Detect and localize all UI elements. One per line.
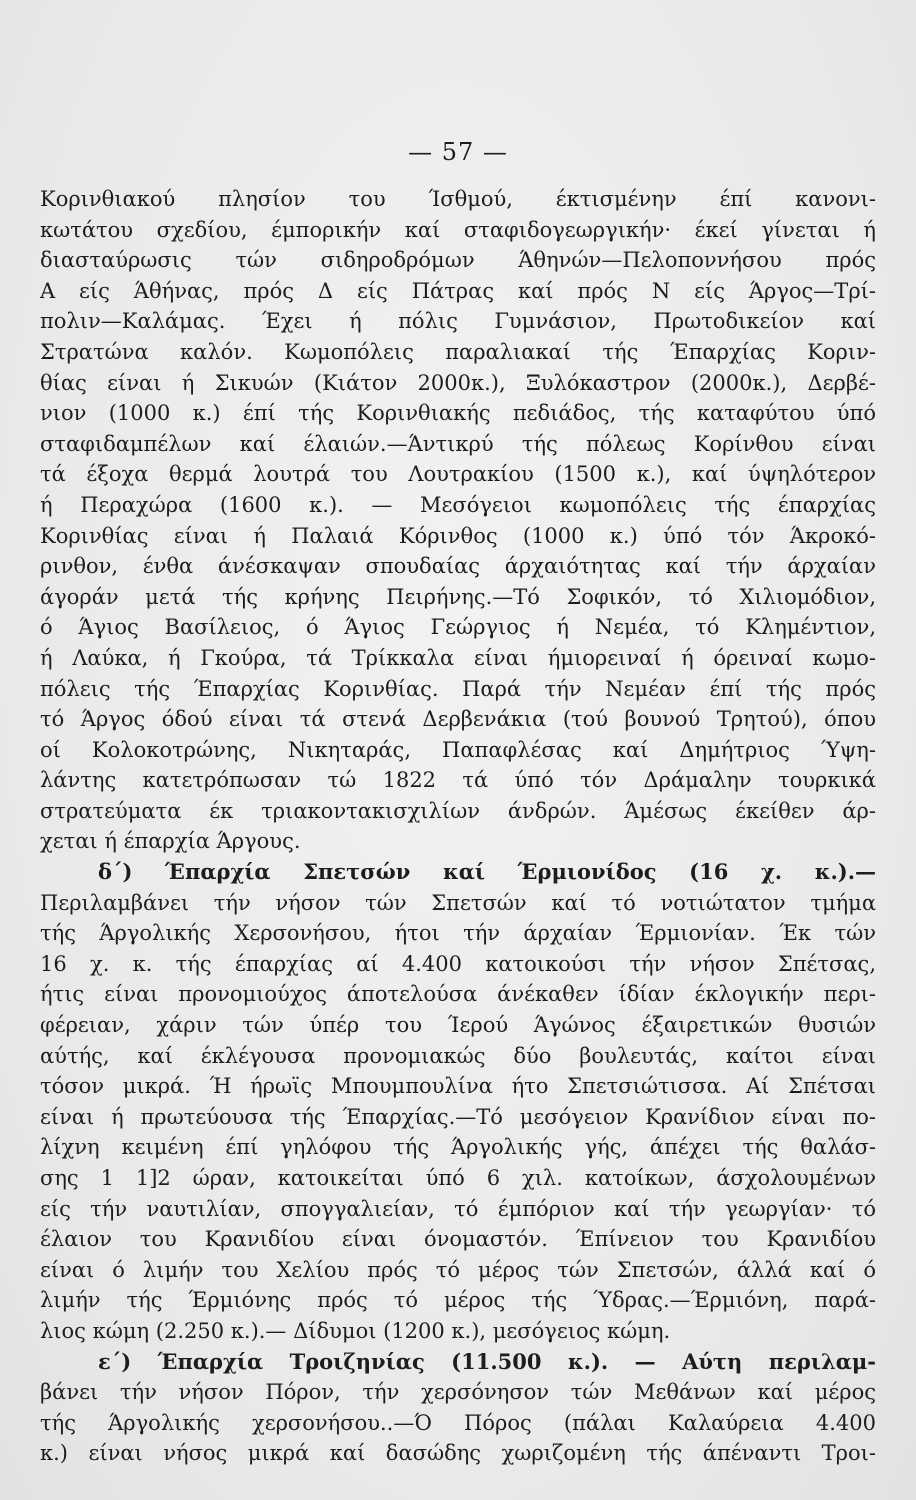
text-line: ή Λαύκα, ή Γκούρα, τά Τρίκκαλα είναι ήμιορειναί ή όρειναί κωμο- <box>40 645 876 670</box>
text-line: είναι ό λιμήν του Χελίου πρός τό μέρος τών Σπετσών, άλλά καί ό <box>40 1257 876 1282</box>
text-line: τό Άργος όδού είναι τά στενά Δερβενάκια (τού βουνού Τρητού), όπου <box>40 707 876 732</box>
text-line: Περιλαμβάνει τήν νήσον τών Σπετσών καί τό νοτιώτατον τμήμα <box>40 890 876 915</box>
text-line: οί Κολοκοτρώνης, Νικηταράς, Παπαφλέσας καί Δημήτριος Ύψη- <box>40 737 876 762</box>
text-line: άγοράν μετά τής κρήνης Πειρήνης.—Τό Σοφικόν, τό Χιλιομόδιον, <box>40 584 876 609</box>
text-line: αύτής, καί έκλέγουσα προνομιακώς δύο βουλευτάς, καίτοι είναι <box>40 1043 876 1068</box>
text-line: κ.) είναι νήσος μικρά καί δασώδης χωριζομένη τής άπέναντι Τροι- <box>40 1441 876 1466</box>
text-line: τής Άργολικής χερσονήσου..—Ό Πόρος (πάλαι Καλαύρεια 4.400 <box>40 1410 876 1435</box>
text-line: Κορινθίας είναι ή Παλαιά Κόρινθος (1000 κ.) ύπό τόν Άκροκό- <box>40 523 876 548</box>
body-text <box>40 184 876 1469</box>
text-line: θίας είναι ή Σικυών (Κιάτον 2000κ.), Ξυλόκαστρον (2000κ.), Δερβέ- <box>40 370 876 395</box>
text-line: έλαιον του Κρανιδίου είναι όνομαστόν. Έπίνειον του Κρανιδίου <box>40 1227 876 1252</box>
text-line: τόσον μικρά. Ή ήρωϊς Μπουμπουλίνα ήτο Σπετσιώτισσα. Αί Σπέτσαι <box>40 1074 876 1099</box>
text-line: πόλεις τής Έπαρχίας Κορινθίας. Παρά τήν Νεμέαν έπί τής πρός <box>40 676 876 701</box>
text-line: λιμήν τής Έρμιόνης πρός τό μέρος τής Ύδρας.—Έρμιόνη, παρά- <box>40 1288 876 1313</box>
text-line: σταφιδαμπέλων καί έλαιών.—Άντικρύ τής πόλεως Κορίνθου είναι <box>40 431 876 456</box>
text-line: κωτάτου σχεδίου, έμπορικήν καί σταφιδογεωργικήν· έκεί γίνεται ή <box>40 217 876 242</box>
text-line: ό Άγιος Βασίλειος, ό Άγιος Γεώργιος ή Νεμέα, τό Κλημέντιον, <box>40 615 876 640</box>
text-line: λιος κώμη (2.250 κ.).— Δίδυμοι (1200 κ.), μεσόγειος κώμη. <box>40 1318 671 1343</box>
text-line: Α είς Άθήνας, πρός Δ είς Πάτρας καί πρός Ν είς Άργος—Τρί- <box>40 278 876 303</box>
text-line: λάντης κατετρόπωσαν τώ 1822 τά ύπό τόν Δράμαλην τουρκικά <box>40 768 876 793</box>
section-heading: δ΄) Έπαρχία Σπετσών καί Έρμιονίδος (16 χ. κ.).— <box>98 859 876 885</box>
text-line: λίχνη κειμένη έπί γηλόφου τής Άργολικής γής, άπέχει τής θαλάσ- <box>40 1135 876 1160</box>
text-line: στρατεύματα έκ τριακοντακισχιλίων άνδρών. Άμέσως έκείθεν άρ- <box>40 798 876 823</box>
text-line: ήτις είναι προνομιούχος άποτελούσα άνέκαθεν ίδίαν έκλογικήν περι- <box>40 982 876 1007</box>
text-line: Στρατώνα καλόν. Κωμοπόλεις παραλιακαί τής Έπαρχίας Κοριν- <box>40 339 876 364</box>
text-line: είναι ή πρωτεύουσα τής Έπαρχίας.—Τό μεσόγειον Κρανίδιον είναι πο- <box>40 1104 876 1129</box>
section-heading: ε΄) Έπαρχία Τροιζηνίας (11.500 κ.). — Αύτη περιλαμ- <box>98 1348 876 1374</box>
text-line: πολιν—Καλάμας. Έχει ή πόλις Γυμνάσιον, Πρωτοδικείον καί <box>40 309 876 334</box>
text-line: φέρειαν, χάριν τών ύπέρ του Ίερού Άγώνος έξαιρετικών θυσιών <box>40 1013 876 1038</box>
text-line: Κορινθιακού πλησίον του Ίσθμού, έκτισμένην έπί κανονι- <box>40 187 876 211</box>
text-line: ή Περαχώρα (1600 κ.). — Μεσόγειοι κωμοπόλεις τής έπαρχίας <box>40 492 876 517</box>
text-line: βάνει τήν νήσον Πόρον, τήν χερσόνησον τών Μεθάνων καί μέρος <box>40 1380 876 1405</box>
text-line: σης 1 1]2 ώραν, κατοικείται ύπό 6 χιλ. κατοίκων, άσχολουμένων <box>40 1166 876 1190</box>
text-line: 16 χ. κ. τής έπαρχίας αί 4.400 κατοικούσι τήν νήσον Σπέτσας, <box>40 951 876 976</box>
page-number: — 57 — <box>408 138 508 166</box>
text-line: είς τήν ναυτιλίαν, σπογγαλιείαν, τό έμπόριον καί τήν γεωργίαν· τό <box>40 1196 876 1221</box>
text-line: τά έξοχα θερμά λουτρά του Λουτρακίου (1500 κ.), καί ύψηλότερον <box>40 462 876 487</box>
text-line: διασταύρωσις τών σιδηροδρόμων Άθηνών—Πελοποννήσου πρός <box>40 248 876 273</box>
text-line: ρινθον, ένθα άνέσκαψαν σπουδαίας άρχαιότητας καί τήν άρχαίαν <box>40 554 876 579</box>
text-line: χεται ή έπαρχία Άργους. <box>40 829 301 854</box>
text-line: νιον (1000 κ.) έπί τής Κορινθιακής πεδιάδος, τής καταφύτου ύπό <box>40 401 876 426</box>
text-line: τής Άργολικής Χερσονήσου, ήτοι τήν άρχαίαν Έρμιονίαν. Έκ τών <box>40 921 876 946</box>
